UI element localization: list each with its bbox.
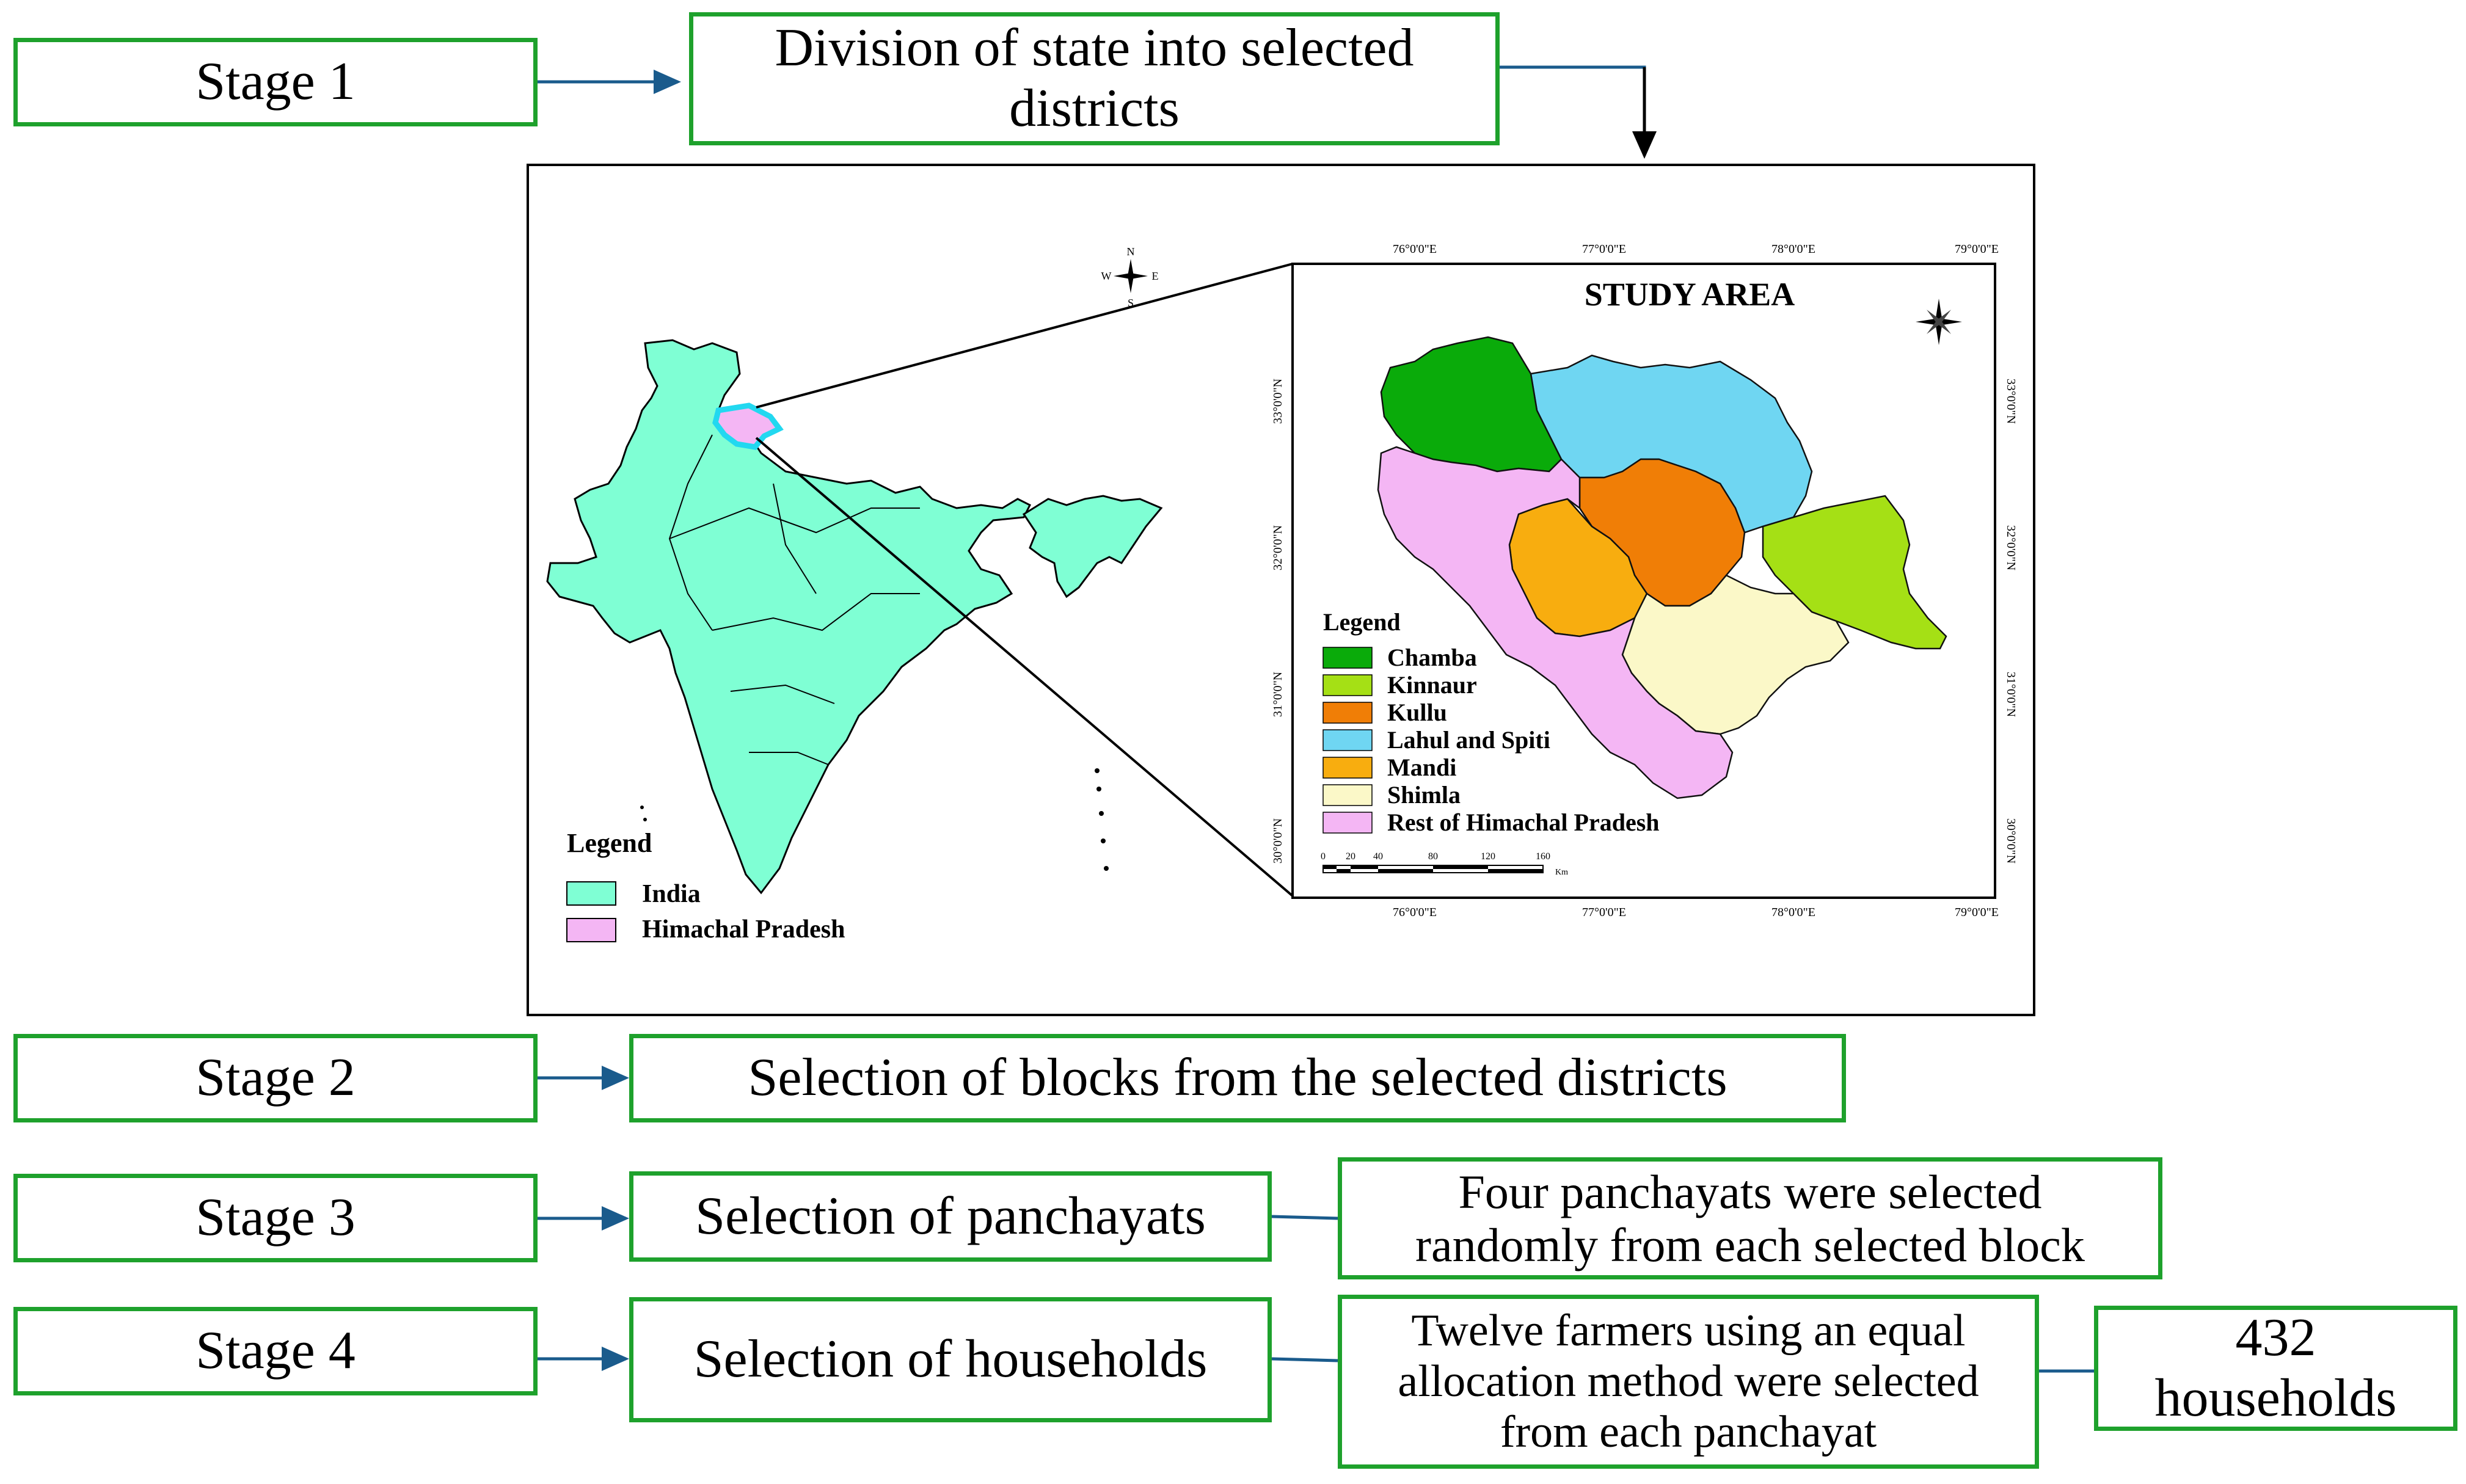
lat-left-33: 33°0'0"N	[1271, 378, 1285, 424]
lat-left-32: 32°0'0"N	[1271, 525, 1285, 571]
arrow-to-map	[1500, 67, 1644, 153]
legend-mandi-swatch	[1323, 757, 1372, 778]
legend-hp-label: Himachal Pradesh	[642, 915, 845, 944]
district-legend-title: Legend	[1323, 608, 1401, 636]
map-figure	[529, 166, 2033, 1014]
twelve-farmers-text: Twelve farmers using an equal allocation method were selected from each panchayat	[1398, 1306, 1979, 1457]
northeast-india	[1024, 496, 1161, 597]
lat-right-31: 31°0'0"N	[2004, 671, 2018, 718]
compass-e: E	[1151, 270, 1159, 282]
zoom-line-top	[756, 264, 1293, 407]
study-area-map-panel	[527, 164, 2035, 1016]
scale-80: 80	[1428, 851, 1438, 862]
division-text: Division of state into selected districts	[775, 18, 1414, 138]
legend-rest-swatch	[1323, 812, 1372, 833]
legend-chamba-label: Chamba	[1387, 644, 1477, 671]
stage-3-box	[13, 1174, 538, 1262]
india-shape	[547, 340, 1030, 893]
legend-lahul-swatch	[1323, 730, 1372, 751]
legend-kullu-label: Kullu	[1387, 699, 1447, 726]
scale-160: 160	[1536, 851, 1550, 862]
link-households	[1272, 1359, 1338, 1361]
scale-unit: Km	[1555, 868, 1568, 877]
legend-hp-swatch	[567, 918, 616, 942]
lat-right-33: 33°0'0"N	[2004, 378, 2018, 424]
panchayats-text: Selection of panchayats	[695, 1186, 1206, 1246]
blocks-text: Selection of blocks from the selected districts	[748, 1048, 1727, 1108]
stage-4-box	[13, 1307, 538, 1395]
scale-40: 40	[1373, 851, 1383, 862]
stage-2-label: Stage 2	[195, 1048, 356, 1108]
scale-120: 120	[1481, 851, 1495, 862]
legend-india-label: India	[642, 880, 701, 908]
lon-top-79: 79°0'0"E	[1955, 242, 1999, 256]
lon-top-78: 78°0'0"E	[1771, 242, 1815, 256]
stage-3-label: Stage 3	[195, 1188, 356, 1248]
legend-kinnaur-swatch	[1323, 675, 1372, 696]
legend-shimla-swatch	[1323, 785, 1372, 806]
legend-kinnaur-label: Kinnaur	[1387, 671, 1477, 699]
legend-chamba-swatch	[1323, 647, 1372, 668]
stage-1-label: Stage 1	[195, 52, 356, 112]
lon-bottom-76: 76°0'0"E	[1393, 906, 1437, 919]
lon-bottom-78: 78°0'0"E	[1771, 906, 1815, 919]
study-area-title: STUDY AREA	[1584, 276, 1795, 313]
lon-top-77: 77°0'0"E	[1582, 242, 1626, 256]
four-panchayats-box	[1338, 1157, 2162, 1279]
division-box	[689, 12, 1500, 145]
india-legend-title: Legend	[567, 828, 652, 858]
link-panchayats	[1272, 1217, 1338, 1218]
compass-icon	[1101, 246, 1159, 309]
lat-right-30: 30°0'0"N	[2004, 818, 2018, 864]
total-households-box	[2094, 1306, 2457, 1431]
four-panchayats-text: Four panchayats were selected randomly from each selected block	[1415, 1165, 2085, 1271]
scale-20: 20	[1346, 851, 1355, 862]
lat-left-30: 30°0'0"N	[1271, 818, 1285, 864]
twelve-farmers-box	[1338, 1295, 2039, 1469]
lon-top-76: 76°0'0"E	[1393, 242, 1437, 256]
legend-rest-label: Rest of Himachal Pradesh	[1387, 809, 1660, 836]
legend-shimla-label: Shimla	[1387, 781, 1461, 809]
legend-mandi-label: Mandi	[1387, 754, 1457, 781]
scale-0: 0	[1321, 851, 1326, 862]
legend-lahul-label: Lahul and Spiti	[1387, 726, 1550, 754]
lat-right-32: 32°0'0"N	[2004, 525, 2018, 571]
lon-bottom-77: 77°0'0"E	[1582, 906, 1626, 919]
legend-india-swatch	[567, 882, 616, 905]
lon-bottom-79: 79°0'0"E	[1955, 906, 1999, 919]
total-households-text: 432 households	[2154, 1308, 2397, 1428]
stage-4-label: Stage 4	[195, 1321, 356, 1381]
india-legend	[567, 828, 845, 944]
households-text: Selection of households	[693, 1329, 1208, 1389]
panchayats-box	[629, 1171, 1272, 1262]
compass-s: S	[1127, 297, 1134, 309]
lat-left-31: 31°0'0"N	[1271, 671, 1285, 718]
india-map	[547, 340, 1161, 893]
blocks-box	[629, 1034, 1846, 1122]
households-box	[629, 1297, 1272, 1422]
compass-n: N	[1126, 246, 1135, 258]
compass-w: W	[1101, 270, 1112, 282]
legend-kullu-swatch	[1323, 702, 1372, 723]
stage-1-box	[13, 38, 538, 126]
stage-2-box	[13, 1034, 538, 1122]
